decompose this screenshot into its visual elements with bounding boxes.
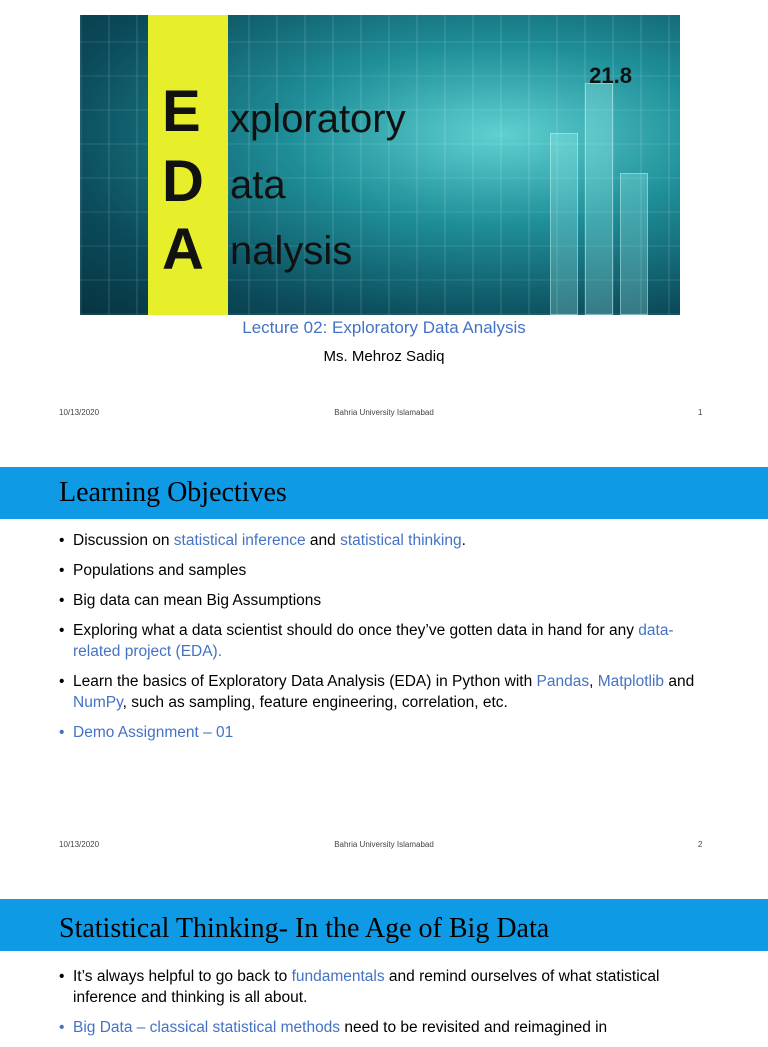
hero-letter-a: A (162, 217, 204, 282)
footer-university: Bahria University Islamabad (334, 840, 434, 849)
bullet-text: Exploring what a data scientist should do once they’ve gotten data in hand for any (73, 622, 639, 639)
bullet-list (59, 966, 699, 1047)
hero-letter-e: E (162, 79, 201, 144)
chart-bar-decoration (620, 173, 648, 315)
footer-date: 10/13/2020 (59, 408, 100, 417)
highlight-text: Matplotlib (597, 673, 665, 690)
bullet-text: and (664, 673, 695, 690)
bullet-list (59, 530, 699, 752)
highlight-text: data-related project (EDA). (73, 622, 674, 660)
list-item (59, 966, 699, 1008)
footer-page-number: 1 (698, 408, 703, 417)
highlight-text: NumPy (73, 694, 123, 711)
footer-university: Bahria University Islamabad (334, 408, 434, 417)
lecture-subtitle: Lecture 02: Exploratory Data Analysis (242, 318, 526, 337)
bullet-text: and remind ourselves of what statistical inference and thinking is all about. (73, 968, 660, 1006)
bullet-text: need to be revisited and reimagined in (340, 1019, 608, 1036)
hero-word-exploratory: xploratory (230, 97, 406, 141)
bullet-text: , such as sampling, feature engineering, correlation, etc. (122, 694, 508, 711)
list-item (59, 530, 699, 551)
author-name: Ms. Mehroz Sadiq (323, 348, 445, 365)
slide-title: Learning Objectives (59, 477, 287, 508)
list-item (59, 671, 699, 713)
hero-number: 21.8 (589, 63, 632, 88)
hero-word-data: ata (230, 163, 286, 207)
hero-word-analysis: nalysis (230, 229, 353, 273)
list-item (59, 620, 699, 662)
slide-2 (0, 432, 768, 864)
bullet-text: Discussion on (73, 532, 174, 549)
list-item: • Populations and samples (59, 560, 699, 581)
hero-banner (80, 15, 680, 315)
chart-bar-decoration (550, 133, 578, 315)
chart-bar-decoration (585, 83, 613, 315)
list-item: • Big data can mean Big Assumptions (59, 590, 699, 611)
highlight-text: Big Data – classical statistical methods (73, 1019, 341, 1036)
slide-3 (0, 864, 768, 1036)
slide-1 (0, 0, 768, 432)
bullet-text: and (305, 532, 341, 549)
footer-page-number: 2 (698, 840, 703, 849)
bullet-text: , (589, 673, 598, 690)
hero-letter-d: D (162, 149, 204, 214)
bullet-text: . (461, 532, 466, 549)
list-item: • Demo Assignment – 01 (59, 722, 699, 743)
highlight-text: fundamentals (291, 968, 385, 985)
highlight-text: Pandas (536, 673, 590, 690)
footer-date: 10/13/2020 (59, 840, 100, 849)
highlight-text: statistical inference (173, 532, 306, 549)
bullet-text: Learn the basics of Exploratory Data Analysis (EDA) in Python with (73, 673, 537, 690)
slide-title: Statistical Thinking- In the Age of Big Data (59, 913, 550, 944)
list-item (59, 1017, 699, 1038)
highlight-text: statistical thinking (340, 532, 462, 549)
bullet-text: It’s always helpful to go back to (73, 968, 292, 985)
